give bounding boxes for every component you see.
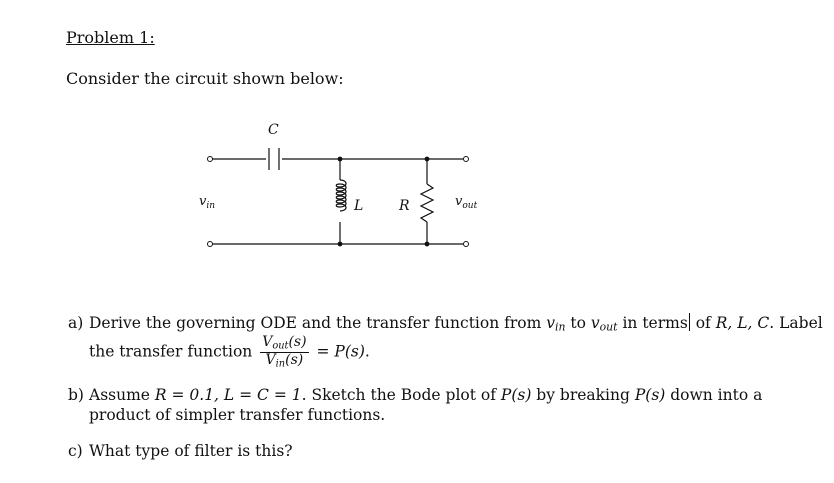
capacitor-label: C	[268, 122, 279, 138]
question-a-in-terms: in terms	[617, 314, 688, 332]
question-b-ps1: P(s)	[500, 386, 532, 404]
input-voltage-label	[199, 194, 215, 211]
question-b-assume-math: R = 0.1, L = C = 1	[154, 386, 302, 404]
inductor-label: L	[354, 198, 364, 214]
inductor-coil	[336, 180, 346, 211]
question-c-text: What type of filter is this?	[89, 442, 293, 460]
transfer-fraction	[260, 335, 308, 370]
question-c	[68, 441, 293, 461]
p-of-s: P(s)	[334, 342, 365, 361]
question-a-label: a)	[68, 314, 84, 332]
denominator-sub: in	[275, 358, 286, 370]
output-terminal-top	[464, 157, 469, 162]
question-b-text3: by breaking	[531, 386, 635, 404]
problem-intro: Consider the circuit shown below:	[66, 69, 344, 88]
numerator-var: V	[262, 333, 273, 350]
question-a-line2-pre: the transfer function	[89, 342, 258, 361]
question-a-dot: .	[364, 342, 370, 361]
question-a-line2	[68, 335, 823, 370]
input-terminal-top	[208, 157, 213, 162]
input-voltage-var: v	[199, 194, 207, 209]
question-b-line2: product of simpler transfer functions.	[89, 406, 386, 425]
equals-sign: =	[311, 342, 335, 361]
question-c-line1	[68, 441, 293, 461]
question-b-text4: down into a	[665, 386, 763, 404]
v-in-sub: in	[555, 320, 566, 334]
output-voltage-var: v	[455, 194, 463, 209]
resistor-zigzag	[421, 184, 433, 222]
question-a-line1	[68, 313, 823, 335]
input-voltage-sub: in	[206, 201, 216, 211]
question-b-line1	[68, 385, 762, 405]
v-out-sub: out	[599, 320, 618, 334]
question-a-label-end: . Label	[769, 314, 823, 332]
fraction-denominator	[264, 353, 306, 370]
output-voltage-label	[455, 194, 478, 211]
text-cursor	[689, 313, 690, 331]
question-b-ps2: P(s)	[634, 386, 666, 404]
fraction-numerator	[260, 335, 308, 353]
question-b-text1: Assume	[89, 386, 155, 404]
question-a-of: of	[690, 314, 716, 332]
question-a	[68, 313, 823, 370]
question-b-text2: . Sketch the Bode plot of	[301, 386, 501, 404]
output-voltage-sub: out	[462, 201, 478, 211]
junction-dot	[338, 242, 343, 247]
denominator-var: V	[265, 352, 276, 368]
circuit-diagram	[190, 118, 490, 258]
denominator-arg: (s)	[285, 352, 304, 368]
resistor-label: R	[399, 198, 410, 214]
v-in-var: v	[546, 314, 556, 332]
problem-title: Problem 1:	[66, 28, 155, 47]
question-a-to: to	[565, 314, 591, 332]
input-terminal-bottom	[208, 242, 213, 247]
rlc-vars: R, L, C	[715, 314, 770, 332]
junction-dot	[425, 242, 430, 247]
junction-dot	[425, 157, 430, 162]
v-out-var: v	[590, 314, 600, 332]
output-terminal-bottom	[464, 242, 469, 247]
question-a-text1: Derive the governing ODE and the transfer function from	[89, 314, 547, 332]
numerator-sub: out	[272, 340, 289, 352]
question-c-label: c)	[68, 442, 83, 460]
junction-dot	[338, 157, 343, 162]
question-b	[68, 385, 762, 425]
numerator-arg: (s)	[288, 333, 307, 350]
question-b-label: b)	[68, 386, 84, 404]
